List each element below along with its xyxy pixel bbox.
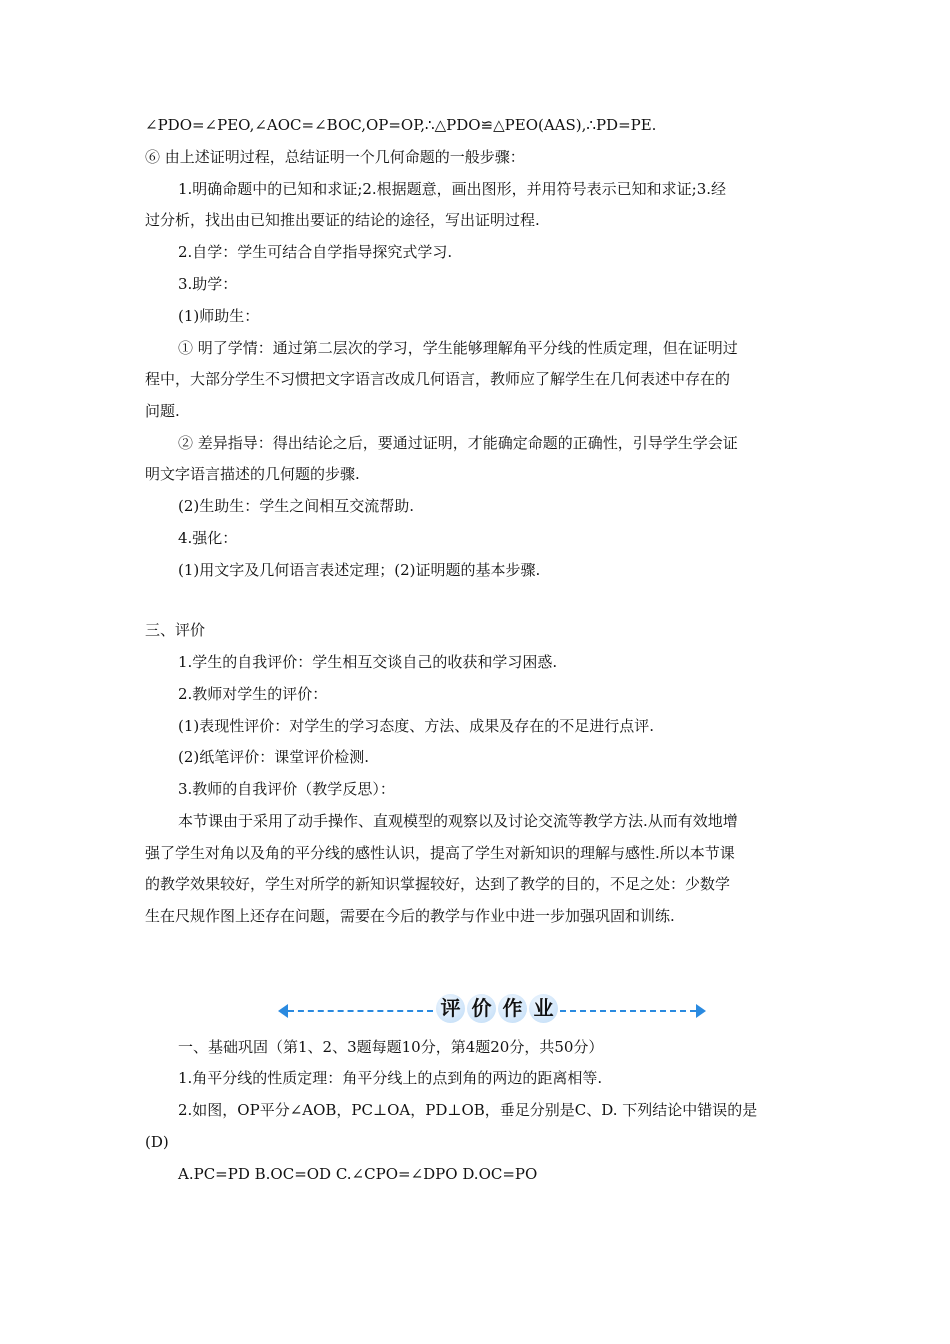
text-line: A.PC=PD B.OC=OD C.∠CPO=∠DPO D.OC=PO	[178, 1165, 538, 1183]
text-line: 2.自学：学生可结合自学指导探究式学习.	[178, 243, 453, 261]
text-line: 的教学效果较好，学生对所学的新知识掌握较好，达到了教学的目的，不足之处：少数学	[145, 875, 731, 893]
text-line: 1.学生的自我评价：学生相互交谈自己的收获和学习困惑.	[178, 653, 558, 671]
banner-char: 作	[498, 994, 527, 1023]
text-line: 生在尺规作图上还存在问题，需要在今后的教学与作业中进一步加强巩固和训练.	[145, 907, 675, 925]
text-line: 一、基础巩固（第1、2、3题每题10分，第4题20分，共50分）	[178, 1038, 604, 1056]
banner-char: 评	[436, 994, 465, 1023]
text-line: 3.助学：	[178, 275, 238, 293]
banner-title	[436, 994, 558, 1023]
banner-char: 业	[529, 994, 558, 1023]
banner-divider	[560, 1010, 696, 1012]
text-line: (1)用文字及几何语言表述定理；(2)证明题的基本步骤.	[178, 561, 541, 579]
text-line: 4.强化：	[178, 529, 238, 547]
text-line: (2)纸笔评价：课堂评价检测.	[178, 748, 370, 766]
text-line: 2.教师对学生的评价：	[178, 685, 328, 703]
text-line: (2)生助生：学生之间相互交流帮助.	[178, 497, 415, 515]
text-line: 1.明确命题中的已知和求证;2.根据题意，画出图形，并用符号表示已知和求证;3.经	[178, 180, 727, 198]
text-line: 本节课由于采用了动手操作、直观模型的观察以及讨论交流等教学方法.从而有效地增	[178, 812, 738, 830]
homework-banner	[278, 994, 706, 1028]
text-line: ⑥ 由上述证明过程，总结证明一个几何命题的一般步骤：	[145, 148, 525, 166]
text-line: 程中，大部分学生不习惯把文字语言改成几何语言，教师应了解学生在几何表述中存在的	[145, 370, 731, 388]
text-line: ② 差异指导：得出结论之后，要通过证明，才能确定命题的正确性，引导学生学会证	[178, 434, 738, 452]
text-line: ① 明了学情：通过第二层次的学习，学生能够理解角平分线的性质定理，但在证明过	[178, 339, 738, 357]
arrow-left-icon	[278, 1004, 288, 1018]
text-line: 明文字语言描述的几何题的步骤.	[145, 465, 360, 483]
text-line: 强了学生对角以及角的平分线的感性认识，提高了学生对新知识的理解与感性.所以本节课	[145, 844, 735, 862]
banner-char: 价	[467, 994, 496, 1023]
text-line: 1.角平分线的性质定理：角平分线上的点到角的两边的距离相等.	[178, 1069, 603, 1087]
text-line: (D)	[145, 1133, 169, 1151]
text-line: (1)表现性评价：对学生的学习态度、方法、成果及存在的不足进行点评.	[178, 717, 655, 735]
text-line: 3.教师的自我评价（教学反思）：	[178, 780, 395, 798]
text-line: 问题.	[145, 402, 180, 420]
text-line: 三、评价	[145, 621, 206, 639]
text-line: 2.如图，OP平分∠AOB，PC⊥OA，PD⊥OB，垂足分别是C、D. 下列结论中错误的是	[178, 1101, 758, 1119]
text-line: (1)师助生：	[178, 307, 260, 325]
arrow-right-icon	[696, 1004, 706, 1018]
banner-divider	[288, 1010, 433, 1012]
text-line: 过分析，找出由已知推出要证的结论的途径，写出证明过程.	[145, 211, 540, 229]
text-line: ∠PDO=∠PEO,∠AOC=∠BOC,OP=OP,∴△PDO≌△PEO(AAS),∴PD=PE.	[145, 116, 657, 134]
